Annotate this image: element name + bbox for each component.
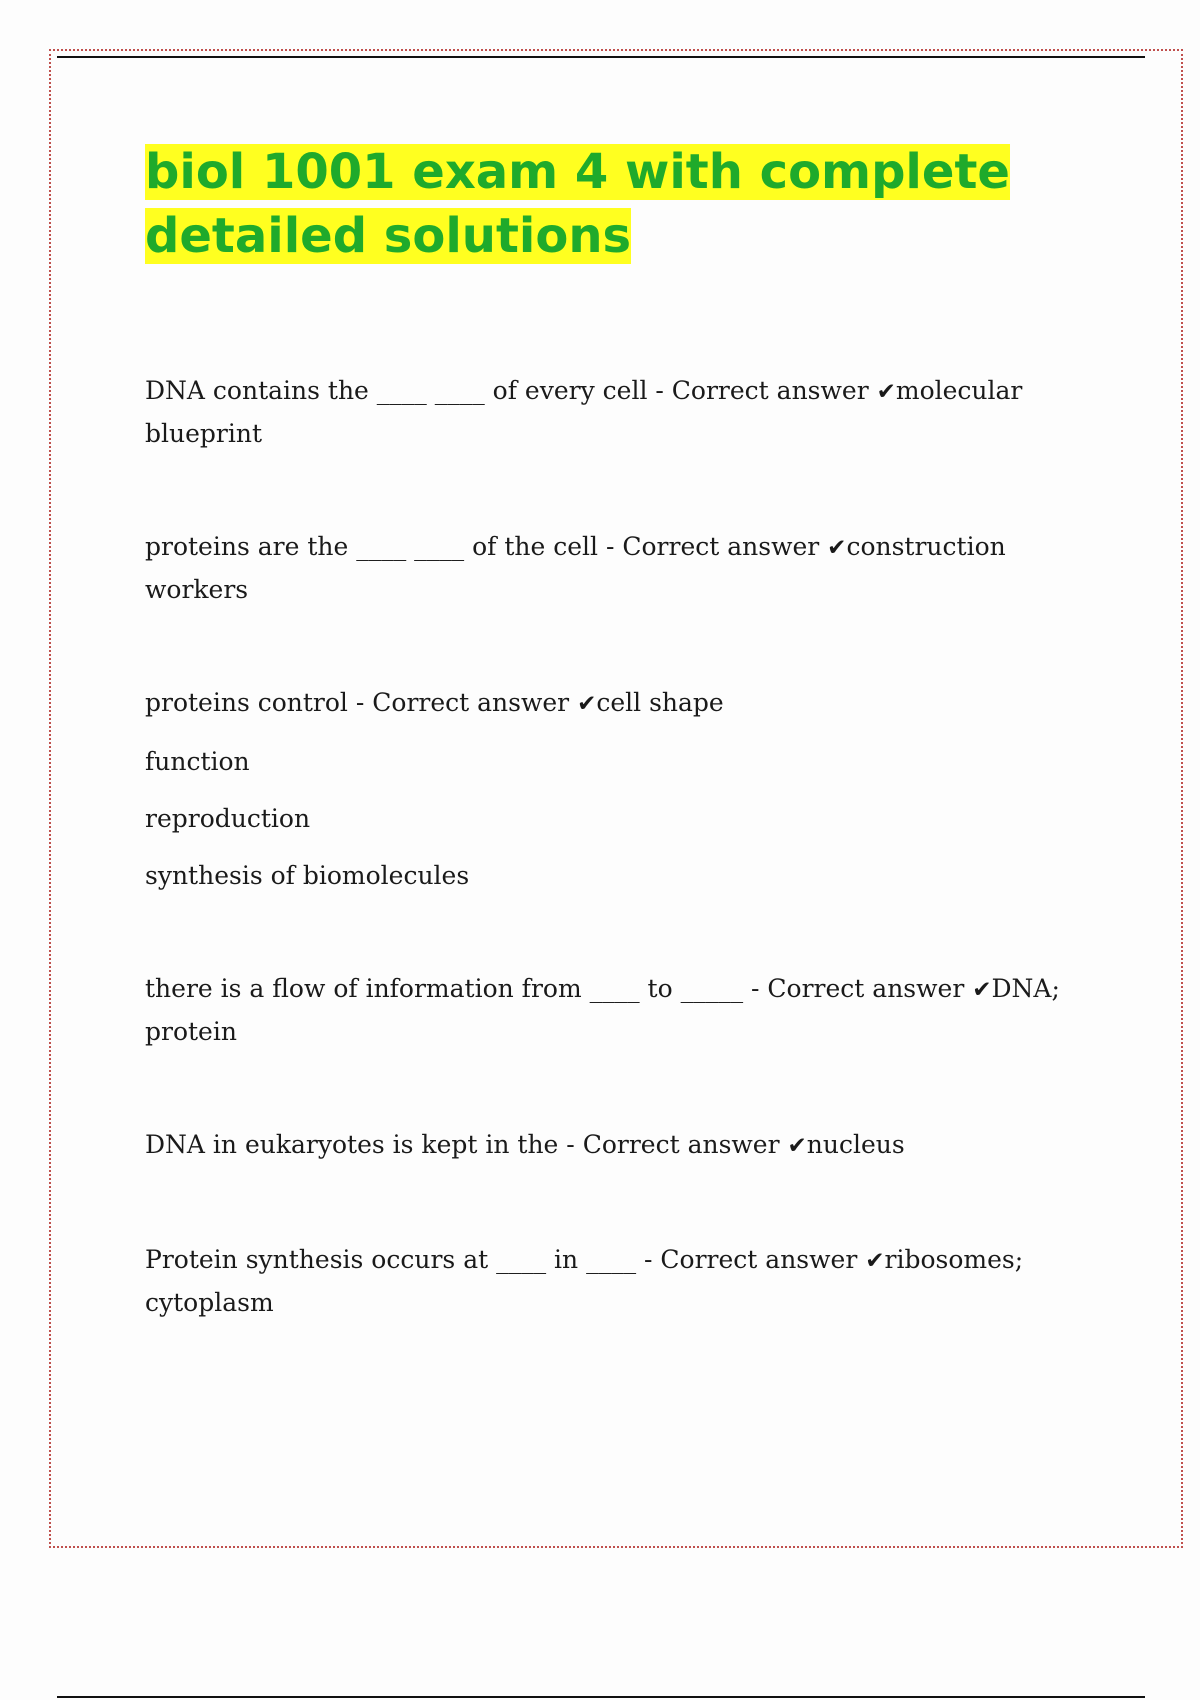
checkmark-icon: ✔ xyxy=(577,691,597,717)
top-rule xyxy=(57,56,1145,58)
question-text: DNA contains the ____ ____ of every cell - Correct answer xyxy=(145,376,877,405)
question-text: proteins are the ____ ____ of the cell - Correct answer xyxy=(145,532,828,561)
qa-item xyxy=(145,1239,1075,1323)
qa-text xyxy=(145,526,1075,610)
answer-text: construction workers xyxy=(145,532,1006,604)
answer-text: cell shape xyxy=(596,688,724,717)
question-text: Protein synthesis occurs at ____ in ____ - Correct answer xyxy=(145,1245,866,1274)
title-highlight: biol 1001 exam 4 with complete detailed solutions xyxy=(145,144,1010,264)
qa-item xyxy=(145,370,1075,454)
qa-text xyxy=(145,370,1075,454)
question-text: there is a flow of information from ____ to _____ - Correct answer xyxy=(145,974,973,1003)
qa-item xyxy=(145,526,1075,610)
qa-item xyxy=(145,968,1075,1052)
bottom-rule xyxy=(57,1696,1145,1698)
question-text: DNA in eukaryotes is kept in the - Correct answer xyxy=(145,1130,788,1159)
qa-text xyxy=(145,682,1075,725)
qa-text xyxy=(145,1124,1075,1167)
answer-extra-line: synthesis of biomolecules xyxy=(145,861,470,890)
qa-text xyxy=(145,1239,1075,1323)
checkmark-icon: ✔ xyxy=(972,977,992,1003)
checkmark-icon: ✔ xyxy=(787,1133,807,1159)
checkmark-icon: ✔ xyxy=(876,379,896,405)
question-text: proteins control - Correct answer xyxy=(145,688,578,717)
answer-extra-line: function xyxy=(145,747,250,776)
answer-extra-line: reproduction xyxy=(145,804,311,833)
answer-text: DNA; protein xyxy=(145,974,1060,1046)
answer-text: ribosomes; cytoplasm xyxy=(145,1245,1024,1317)
checkmark-icon: ✔ xyxy=(865,1248,885,1274)
document-title xyxy=(145,140,1045,268)
qa-list xyxy=(145,370,1075,1395)
answer-text: nucleus xyxy=(806,1130,905,1159)
qa-text xyxy=(145,968,1075,1052)
answer-text: molecular blueprint xyxy=(145,376,1023,448)
checkmark-icon: ✔ xyxy=(827,535,847,561)
qa-item xyxy=(145,1124,1075,1167)
qa-item xyxy=(145,682,1075,896)
